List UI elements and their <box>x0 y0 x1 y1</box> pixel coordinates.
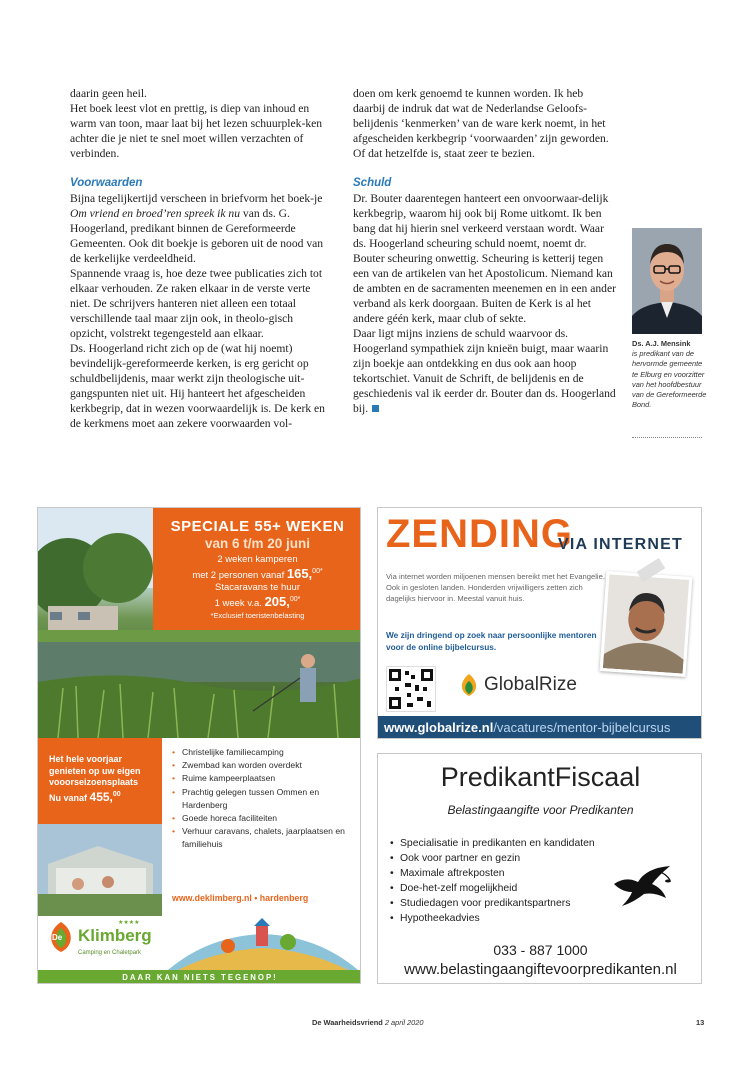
price: 205, <box>264 594 290 609</box>
magazine-name: De Waarheidsvriend <box>312 1018 383 1027</box>
list-item: • Goede horeca faciliteiten <box>172 812 361 825</box>
tent-icon <box>38 824 162 916</box>
klimberg-logo-sub: Camping en Chaletpark <box>78 950 142 956</box>
ad-offer-box <box>153 508 361 630</box>
list-item: • Ook voor partner en gezin <box>390 851 595 866</box>
divider <box>632 437 702 438</box>
book-title: Om vriend en broed’ren spreek ik nu <box>70 207 240 220</box>
page-number: 13 <box>696 1018 705 1027</box>
offer-note: *Exclusief toeristenbelasting <box>210 611 305 620</box>
ad-url[interactable]: www.belastingaangiftevoorpredikanten.nl <box>404 961 677 978</box>
ad-klimberg[interactable]: SPECIALE 55+ WEKEN van 6 t/m 20 juni 2 weken kamperen met 2 personen vanaf 165,$^{00*}$ Stacaravans te huur 1 week v.a. 205,$^{00*}$ *Exclusief toeristenbelasting Het hele voorjaar genieten op uw eigen vooorseizoensplaats Nu vanaf 455,00 • Christelijke familiecamping • Zwembad kan worden overdekt • Ruime kampeerplaatsen • Prachtig gelegen tussen Ommen en Hardenberg • Goede horeca faciliteiten • Verhuur caravans, chalets, jaarplaatsen en familiehuis www.deklimberg.nl • hardenberg De Klimberg ★★★★ Camping en Chaletpark DAAR KAN NIETS TEGENOP! <box>37 507 361 984</box>
author-photo <box>632 228 702 334</box>
paragraph: daarin geen heil. <box>70 87 147 100</box>
paragraph: Bijna tegelijkertijd verscheen in briefvorm het boek-je Om vriend en broed’ren spreek ik nu van ds. G. Hoogerland, predikant binnen de Gereformeerde Gemeenten. Ook dit boekje is geboren uit de nood van de kerkelijke verdeeldheid. <box>70 192 324 265</box>
section-heading-schuld: Schuld <box>353 177 392 189</box>
ad-phone[interactable]: 033 - 887 1000 <box>493 942 588 958</box>
offer-price-line: 1 week v.a. 205,$^{00*}$ <box>214 594 301 609</box>
list-item: • Specialisatie in predikanten en kandidaten <box>390 836 595 851</box>
ad-url-bar[interactable]: www.globalrize.nl/vacatures/mentor-bijbelcursus <box>378 716 702 739</box>
page-footer <box>312 1018 423 1027</box>
ad-body-text: Via internet worden miljoenen mensen bereikt met het Evangelie. Ook in gesloten landen. Honderden vrijwilligers zetten zich dagelijks hiervoor in. Meestal vanuit huis. <box>386 572 605 603</box>
paragraph: Spannende vraag is, hoe deze twee publicaties zich tot elkaar verhouden. Ze raken elkaar in de verste verte niet. De schrijvers hanteren niet alleen een totaal verschillende taal maar zijn ook, in theolo-gisch opzicht, volstrekt tegengesteld aan elkaar. <box>70 267 323 340</box>
list-item: • Zwembad kan worden overdekt <box>172 759 361 772</box>
ad-title: ZENDING <box>386 512 573 556</box>
ad-spring-box: Het hele voorjaar genieten op uw eigen vooorseizoensplaats Nu vanaf 455,00 <box>38 738 162 824</box>
spring-price: Nu vanaf 455,00 <box>49 789 121 804</box>
list-item: • Maximale aftrekposten <box>390 866 595 881</box>
portrait-icon <box>603 574 689 673</box>
ad-photo-man <box>600 571 693 677</box>
article-column-right <box>353 86 616 416</box>
qr-code-icon[interactable] <box>386 666 436 712</box>
flame-logo-icon <box>458 673 480 697</box>
ad-appeal-text: We zijn dringend op zoek naar persoonlijke mentoren voor de online bijbelcursus. <box>386 630 597 652</box>
paragraph: Daar ligt mijns inziens de schuld waarvoor ds. Hoogerland sympathiek zijn knieën buigt, maar waarin zijn boekje aan ontdekking en dus ook aan hoop tekortschiet. Vanuit de Schrift, de belijdenis en de geschiedenis val ik eerder dr. Bouter dan ds. Hoogerland bij. <box>353 327 616 415</box>
feature-list <box>172 746 361 852</box>
author-bio: is predikant van de hervormde gemeente te Elburg en voorzitter van het hoofdbestuur van de Gereformeerde Bond. <box>632 349 707 410</box>
dove-icon <box>612 862 674 910</box>
offer-price-line: met 2 personen vanaf 165,$^{00*}$ <box>192 566 323 581</box>
offer-text: Stacaravans te huur <box>214 582 301 593</box>
price: 165, <box>286 566 313 581</box>
paragraph: Dr. Bouter daarentegen hanteert een onvoorwaar-delijk kerkbegrip, waarom hij ook bij Rome uitkomt. Ik ben bang dat hij hierin snel verkeerd verstaan wordt. Waar ds. Hoogerland scheuring schuld noemt, noemt dr. Bouter scheuring onwettig. Scheuring is ketterij tegen een van de artikelen van het Apostolicum. Niemand kan de ambten en de sacramenten meenemen en in een ander verband als kerk doorgaan. Buiten de Kerk is al het andere géén kerk, maar club of sekte. <box>353 192 616 325</box>
ad-url[interactable]: www.deklimberg.nl • hardenberg <box>172 893 309 903</box>
offer-text: 2 weken kamperen <box>217 554 298 565</box>
paragraph: Ds. Hoogerland richt zich op de (wat hij noemt) bevindelijk-gereformeerde kerken, is erg gericht op schuldbelijdenis, maar werkt zijn theologische uit-gangspunten niet uit. Hij hanteert het afgescheiden kerkbegrip, dat in wezen voorwaardelijk is. De kerk en de kerkmens moet aan zekere voorwaarden vol- <box>70 342 325 430</box>
author-name: Ds. A.J. Mensink <box>632 339 691 348</box>
list-item: • Doe-het-zelf mogelijkheid <box>390 881 595 896</box>
list-item: • Prachtig gelegen tussen Ommen en Hardenberg <box>172 786 361 812</box>
ad-subtitle: Belastingaangifte voor Predikanten <box>447 803 634 817</box>
playground-illustration <box>168 916 358 970</box>
author-caption <box>632 339 708 410</box>
portrait-icon <box>632 228 702 334</box>
ad-title: PredikantFiscaal <box>440 762 641 792</box>
paragraph: Het boek leest vlot en prettig, is diep van inhoud en warm van toon, maar laat bij het lezen schuurplek-ken achter die je niet te snel moet willen verzachten of verbinden. <box>70 102 323 160</box>
offer-headline: SPECIALE 55+ WEKEN <box>170 518 345 535</box>
paragraph: doen om kerk genoemd te kunnen worden. Ik heb daarbij de indruk dat wat de Nederlandse Geloofs-belijdenis ‘kenmerken’ van de ware kerk noemt, in het afgescheiden kerkbegrip ‘voorwaarden’ zijn geworden. Of dat hetzelfde is, staat zeer te bezien. <box>353 87 609 160</box>
ad-predikantfiscaal[interactable] <box>377 753 702 984</box>
ad-subtitle: VIA INTERNET <box>558 536 683 553</box>
list-item: • Hypotheekadvies <box>390 911 595 926</box>
star-rating-icon: ★★★★ <box>118 920 140 926</box>
section-heading-voorwaarden: Voorwaarden <box>70 177 143 189</box>
ad-photo-tent <box>38 824 162 916</box>
ad-footer-banner: DAAR KAN NIETS TEGENOP! <box>38 970 361 984</box>
list-item: • Verhuur caravans, chalets, jaarplaatsen en familiehuis <box>172 825 361 851</box>
issue-date: 2 april 2020 <box>384 1018 424 1027</box>
list-item: • Christelijke familiecamping <box>172 746 361 759</box>
list-item: • Studiedagen voor predikantspartners <box>390 896 595 911</box>
ad-globalrize[interactable] <box>377 507 702 739</box>
end-mark-icon <box>372 405 379 412</box>
offer-dates: van 6 t/m 20 juni <box>204 536 311 551</box>
list-item: • Ruime kampeerplaatsen <box>172 772 361 785</box>
article-column-left <box>70 86 333 431</box>
service-list <box>390 836 595 926</box>
globalrize-logo: GlobalRize <box>458 673 577 697</box>
